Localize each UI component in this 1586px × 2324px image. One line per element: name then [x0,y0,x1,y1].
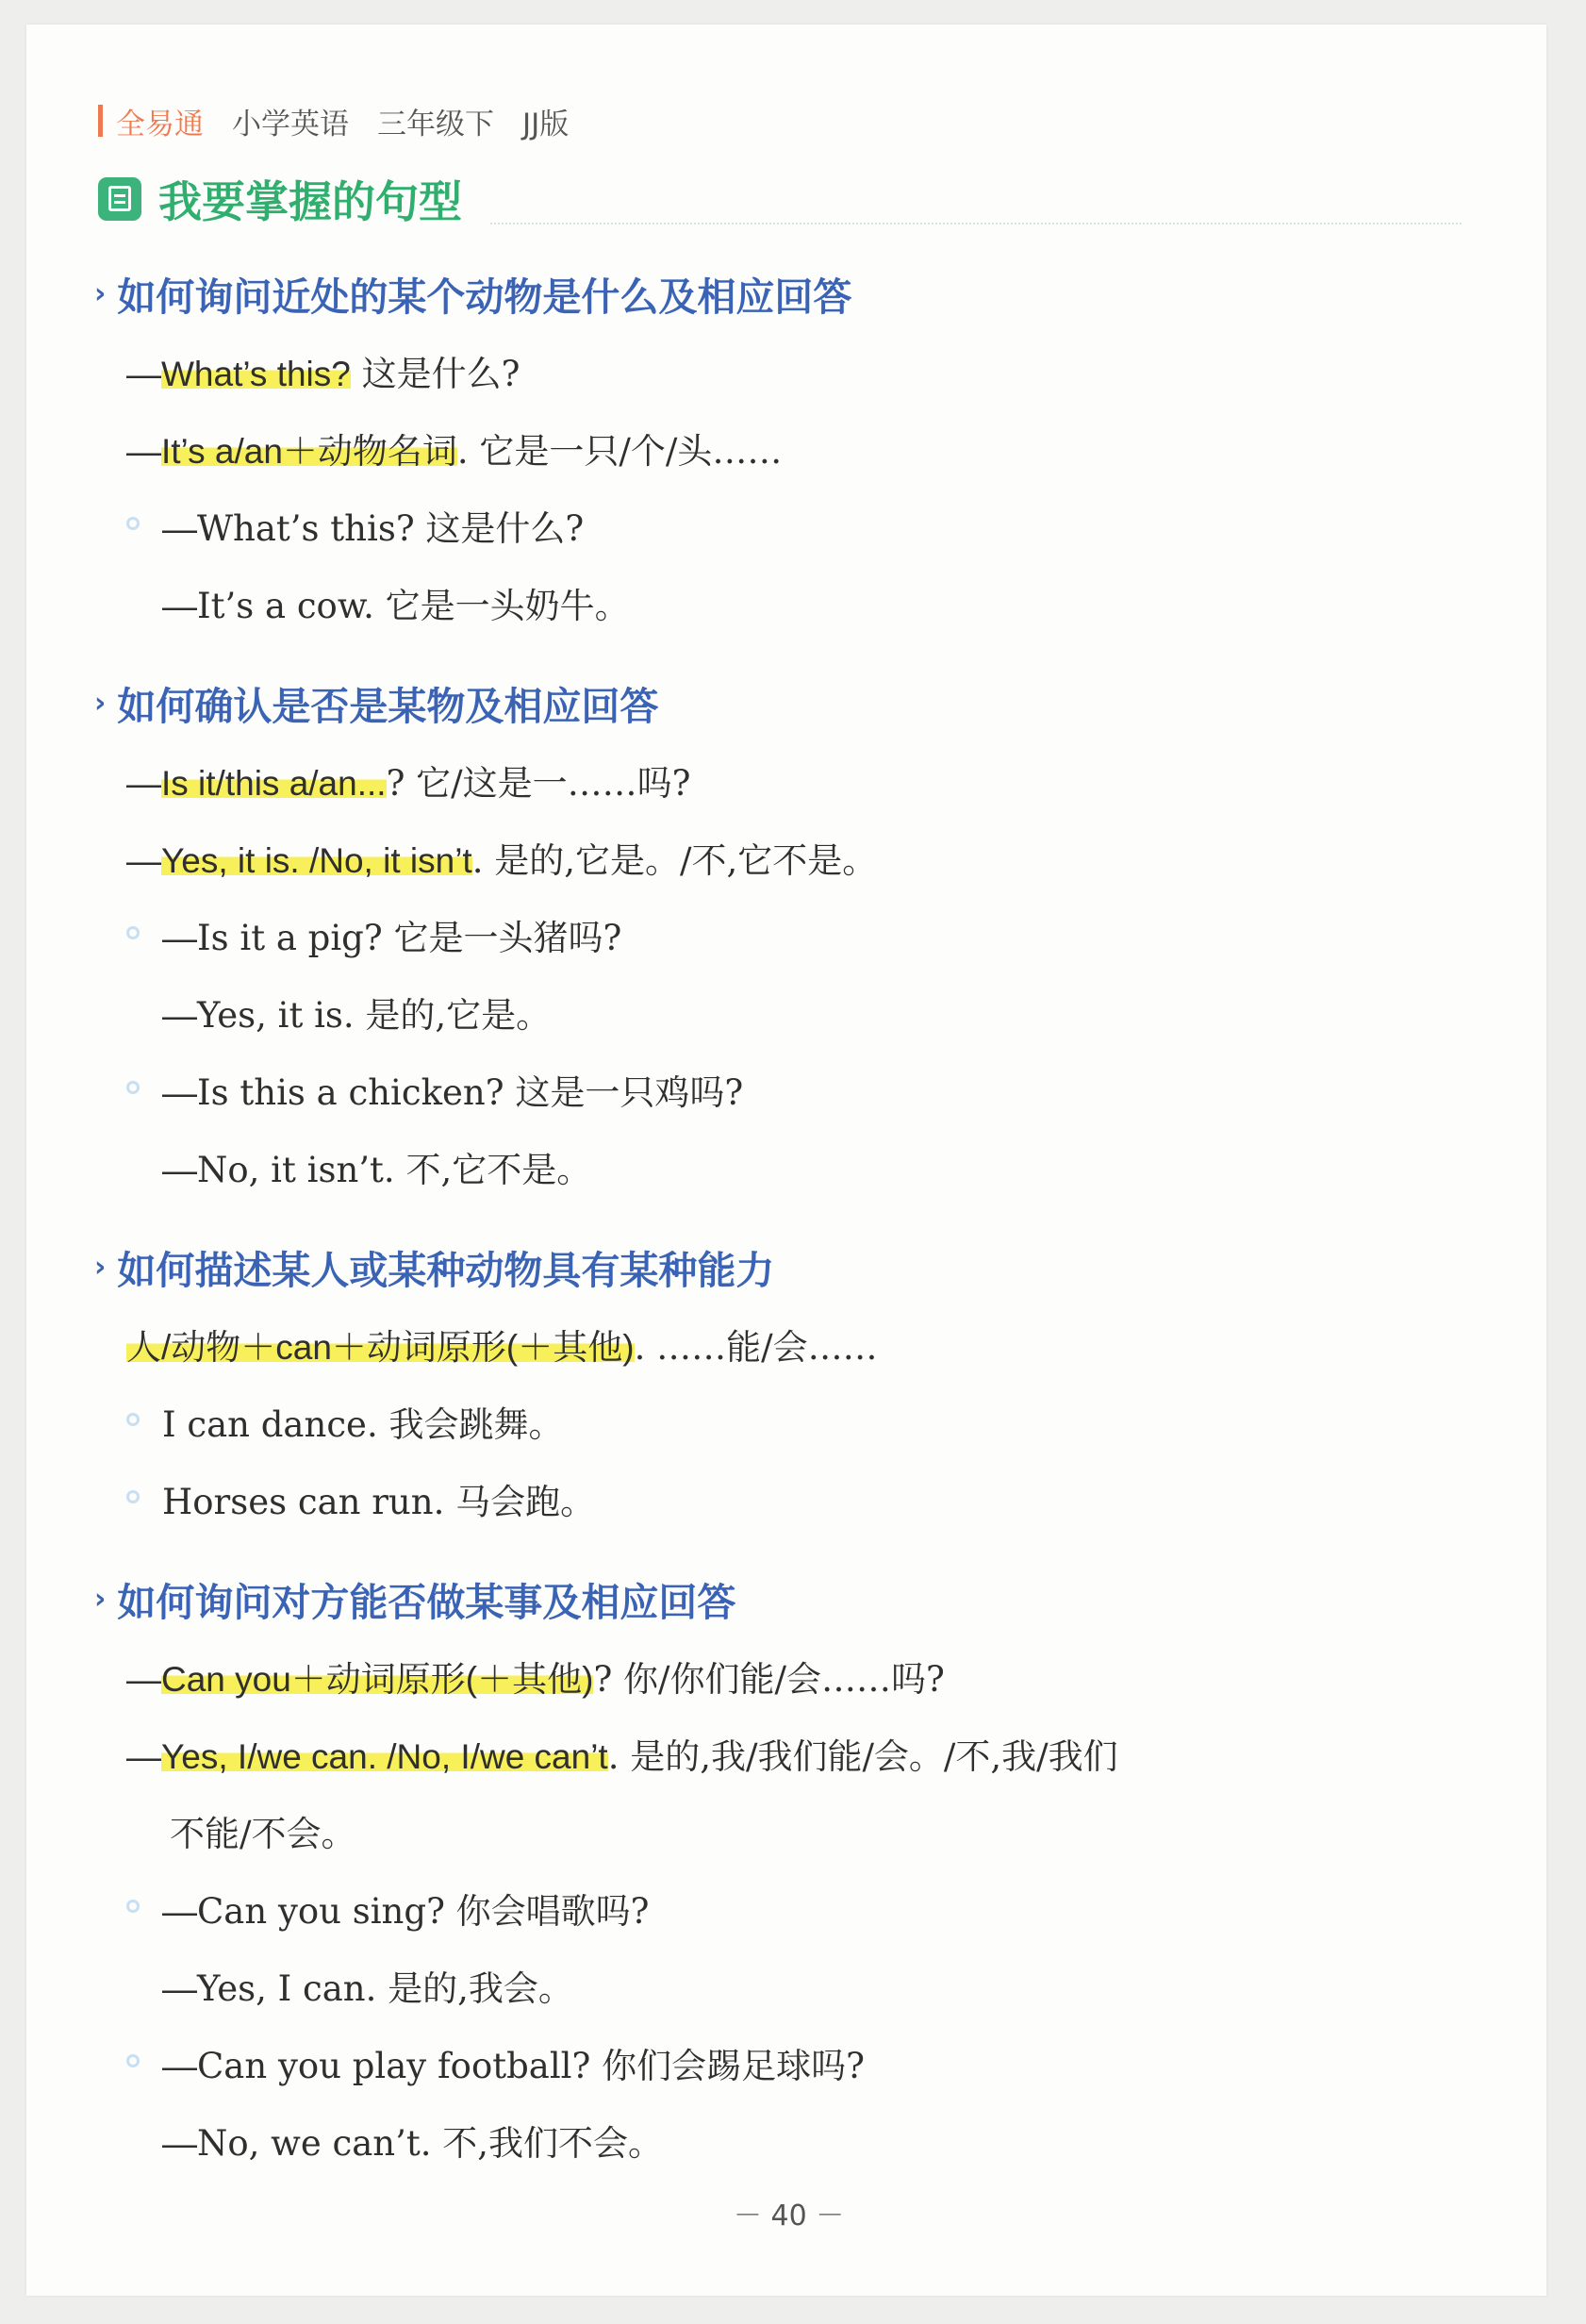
topic-title: 如何确认是否是某物及相应回答 [117,684,659,729]
bullet-circle-icon [126,1900,140,1913]
example-line: Horses can run. 马会跑。 [162,1482,596,1522]
example-line: —Can you sing? 你会唱歌吗? [162,1891,650,1932]
example-line: —No, we can’t. 不,我们不会。 [162,2123,664,2164]
topic-title: 如何描述某人或某种动物具有某种能力 [117,1248,775,1293]
highlighted-pattern: What’s this? [161,355,351,393]
header-edition: JJ版 [522,107,570,141]
chevron-right-icon: › [94,277,107,310]
bullet-circle-icon [126,1081,140,1094]
header-grade: 三年级下 [377,107,494,141]
page-header [98,102,569,140]
highlighted-pattern: Yes, I/we can. /No, I/we can’t [161,1737,608,1776]
topic-heading [94,1571,735,1627]
bullet-circle-icon [126,517,140,530]
example-line: —What’s this? 这是什么? [162,508,585,549]
section-title-text: 我要掌握的句型 [158,176,462,227]
topic-heading [94,1239,774,1295]
highlighted-pattern: Yes, it is. /No, it isn’t [161,841,472,880]
pattern-line: —Is it/this a/an...? 它/这是一……吗? [126,763,691,804]
highlighted-pattern: 人/动物＋can＋动词原形(＋其他) [126,1328,635,1367]
example-line: —Yes, I can. 是的,我会。 [162,1968,573,2009]
topic-heading [94,675,658,731]
highlighted-pattern: Is it/this a/an... [161,764,387,803]
highlighted-pattern: It’s a/an＋动物名词 [161,432,457,471]
topic-heading [94,266,851,322]
example-line: —It’s a cow. 它是一头奶牛。 [162,586,630,626]
pattern-line: —Can you＋动词原形(＋其他)? 你/你们能/会……吗? [126,1659,945,1700]
book-icon [98,177,141,221]
chevron-right-icon: › [94,687,107,720]
highlighted-pattern: Can you＋动词原形(＋其他) [161,1660,594,1699]
pattern-line: —Yes, I/we can. /No, I/we can’t. 是的,我/我们能/会。/不,我/我们 [126,1736,1118,1777]
example-line: —Is this a chicken? 这是一只鸡吗? [162,1072,744,1113]
section-title [98,168,462,230]
chevron-right-icon: › [94,1583,107,1616]
pattern-line: 人/动物＋can＋动词原形(＋其他). ……能/会…… [126,1327,878,1368]
example-line: —No, it isn’t. 不,它不是。 [162,1150,592,1190]
bullet-circle-icon [126,1490,140,1503]
example-line: I can dance. 我会跳舞。 [162,1404,564,1445]
header-brand: 全易通 [116,107,204,141]
topic-title: 如何询问近处的某个动物是什么及相应回答 [117,274,852,320]
bullet-circle-icon [126,2054,140,2067]
example-line: —Is it a pig? 它是一头猪吗? [162,918,622,958]
pattern-line: —What’s this? 这是什么? [126,354,520,394]
pattern-line: —It’s a/an＋动物名词. 它是一只/个/头…… [126,431,783,472]
header-subject: 小学英语 [232,107,349,141]
title-divider [490,223,1462,224]
bullet-circle-icon [126,926,140,939]
chevron-right-icon: › [94,1251,107,1284]
bullet-circle-icon [126,1413,140,1426]
page-number: － 40 － [734,2200,845,2233]
pattern-line: —Yes, it is. /No, it isn’t. 是的,它是。/不,它不是。 [126,840,878,881]
example-line: —Can you play football? 你们会踢足球吗? [162,2046,865,2086]
pattern-line-continuation: 不能/不会。 [170,1814,356,1854]
topic-title: 如何询问对方能否做某事及相应回答 [117,1580,736,1625]
header-accent-bar [98,105,103,137]
example-line: —Yes, it is. 是的,它是。 [162,995,552,1036]
